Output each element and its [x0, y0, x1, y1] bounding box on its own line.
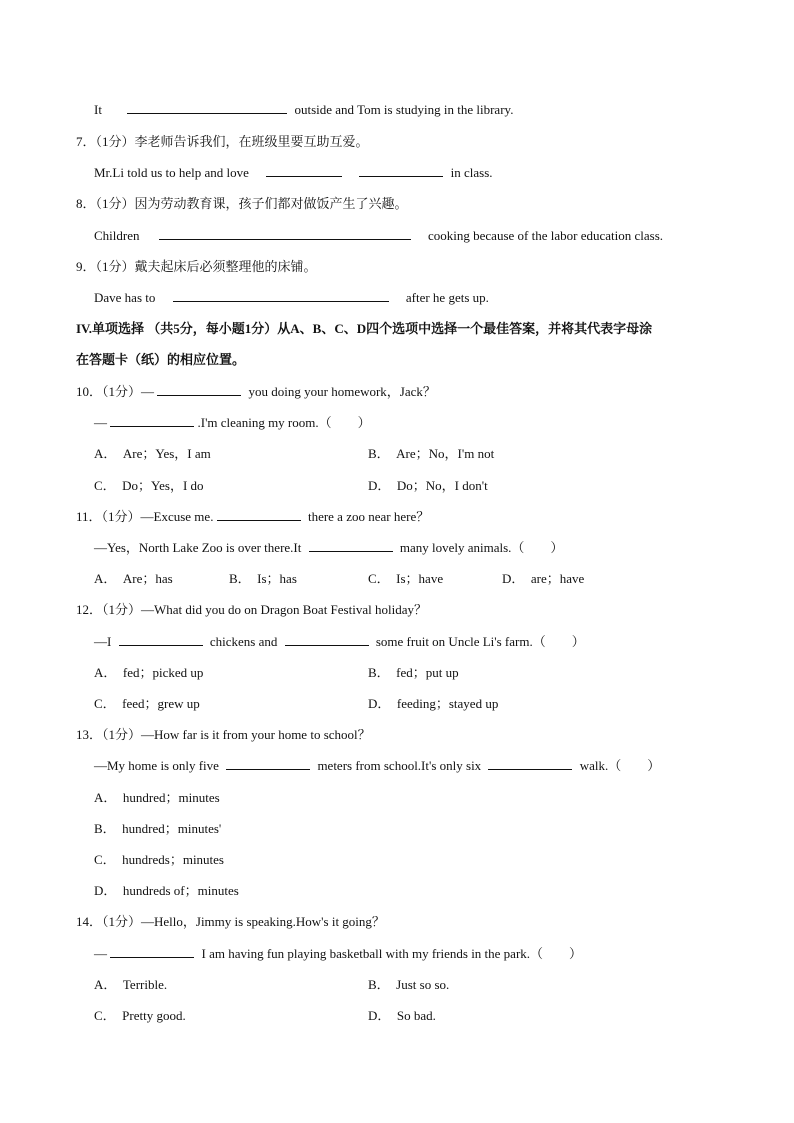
line-post-text: in class. — [450, 165, 493, 180]
answer-blank-1[interactable] — [226, 757, 310, 770]
answer-blank-1[interactable] — [266, 164, 342, 177]
q14-option-c[interactable]: C． Pretty good. — [94, 1008, 186, 1023]
line-pre-text: —My home is only five — [94, 758, 219, 773]
q14-prompt: 14．（1分）—Hello，Jimmy is speaking.How's it going？ — [76, 914, 385, 929]
q12-prompt: 12．（1分）—What did you do on Dragon Boat Festival holiday？ — [76, 602, 427, 617]
answer-blank-2[interactable] — [359, 164, 443, 177]
q9-prompt: 9．（1分）戴夫起床后必须整理他的床铺。 — [76, 259, 317, 274]
q8-answer-line — [94, 227, 663, 245]
q14-option-a[interactable]: A． Terrible. — [94, 977, 168, 992]
line-pre-text: —I — [94, 634, 112, 649]
q13-option-a[interactable]: A． hundred；minutes — [94, 790, 220, 805]
q10-option-d[interactable]: D． Do；No，I don't — [368, 478, 488, 493]
q10-option-a[interactable]: A． Are；Yes，I am — [94, 446, 211, 461]
line-post-text: many lovely animals.（ ） — [399, 540, 564, 555]
answer-blank[interactable] — [157, 383, 241, 396]
line-pre-text: Dave has to — [94, 290, 156, 305]
q11-option-b[interactable]: B． Is；has — [229, 571, 297, 586]
q12-option-b[interactable]: B． fed；put up — [368, 665, 459, 680]
answer-blank[interactable] — [173, 289, 389, 302]
q14-answer-line — [94, 945, 582, 963]
q13-prompt: 13．（1分）—How far is it from your home to school？ — [76, 727, 371, 742]
q13-option-c[interactable]: C． hundreds；minutes — [94, 852, 224, 867]
q11-answer-line — [94, 539, 563, 557]
q11-option-c[interactable]: C． Is；have — [368, 571, 444, 586]
line-pre-text: Children — [94, 228, 140, 243]
answer-blank[interactable] — [110, 414, 194, 427]
q10-option-b[interactable]: B． Are；No，I'm not — [368, 446, 495, 461]
prompt-post-text: there a zoo near here？ — [307, 509, 430, 524]
q13-option-d[interactable]: D． hundreds of；minutes — [94, 883, 239, 898]
answer-blank[interactable] — [217, 508, 301, 521]
line-pre-text: Mr.Li told us to help and love — [94, 165, 249, 180]
answer-blank[interactable] — [127, 101, 287, 114]
line-pre-text: —Yes，North Lake Zoo is over there.It — [94, 540, 302, 555]
answer-blank[interactable] — [159, 227, 411, 240]
q6-answer-line — [94, 101, 513, 119]
q8-prompt: 8．（1分）因为劳动教育课，孩子们都对做饭产生了兴趣。 — [76, 196, 408, 211]
line-post-text: cooking because of the labor education class. — [428, 228, 663, 243]
q14-option-d[interactable]: D． So bad. — [368, 1008, 436, 1023]
q11-option-a[interactable]: A． Are；has — [94, 571, 173, 586]
line-post-text: .I'm cleaning my room.（ ） — [197, 415, 371, 430]
line-post-text: I am having fun playing basketball with my friends in the park.（ ） — [201, 946, 583, 961]
q10-prompt — [76, 383, 436, 401]
section-iv-heading-cont: 在答题卡（纸）的相应位置。 — [76, 352, 246, 367]
q7-prompt: 7．（1分）李老师告诉我们，在班级里要互助互爱。 — [76, 134, 369, 149]
q12-option-c[interactable]: C． feed；grew up — [94, 696, 200, 711]
q12-answer-line — [94, 633, 585, 651]
section-iv-heading: IV.单项选择 （共5分，每小题1分）从A、B、C、D四个选项中选择一个最佳答案，并将其代表字母涂 — [76, 321, 653, 336]
q10-option-c[interactable]: C． Do；Yes，I do — [94, 478, 204, 493]
q10-answer-line — [94, 414, 371, 432]
prompt-post-text: you doing your homework，Jack？ — [248, 384, 436, 399]
line-mid-text: chickens and — [209, 634, 278, 649]
answer-blank[interactable] — [309, 539, 393, 552]
q13-answer-line — [94, 757, 660, 775]
line-pre-text: It — [94, 102, 102, 117]
line-pre-text: — — [94, 946, 107, 961]
line-post-text: outside and Tom is studying in the library. — [294, 102, 514, 117]
q11-prompt — [76, 508, 429, 526]
q11-option-d[interactable]: D． are；have — [502, 571, 585, 586]
q14-option-b[interactable]: B． Just so so. — [368, 977, 450, 992]
line-pre-text: — — [94, 415, 107, 430]
line-post-text: some fruit on Uncle Li's farm.（ ） — [375, 634, 585, 649]
prompt-pre-text: 10．（1分）— — [76, 384, 155, 399]
q13-option-b[interactable]: B． hundred；minutes' — [94, 821, 222, 836]
q12-option-a[interactable]: A． fed；picked up — [94, 665, 204, 680]
q7-answer-line — [94, 164, 493, 182]
q9-answer-line — [94, 289, 489, 307]
answer-blank[interactable] — [110, 945, 194, 958]
line-post-text: walk.（ ） — [579, 758, 661, 773]
answer-blank-2[interactable] — [285, 633, 369, 646]
prompt-pre-text: 11．（1分）—Excuse me. — [76, 509, 214, 524]
answer-blank-2[interactable] — [488, 757, 572, 770]
line-post-text: after he gets up. — [405, 290, 489, 305]
q12-option-d[interactable]: D． feeding；stayed up — [368, 696, 499, 711]
line-mid-text: meters from school.It's only six — [317, 758, 482, 773]
answer-blank-1[interactable] — [119, 633, 203, 646]
